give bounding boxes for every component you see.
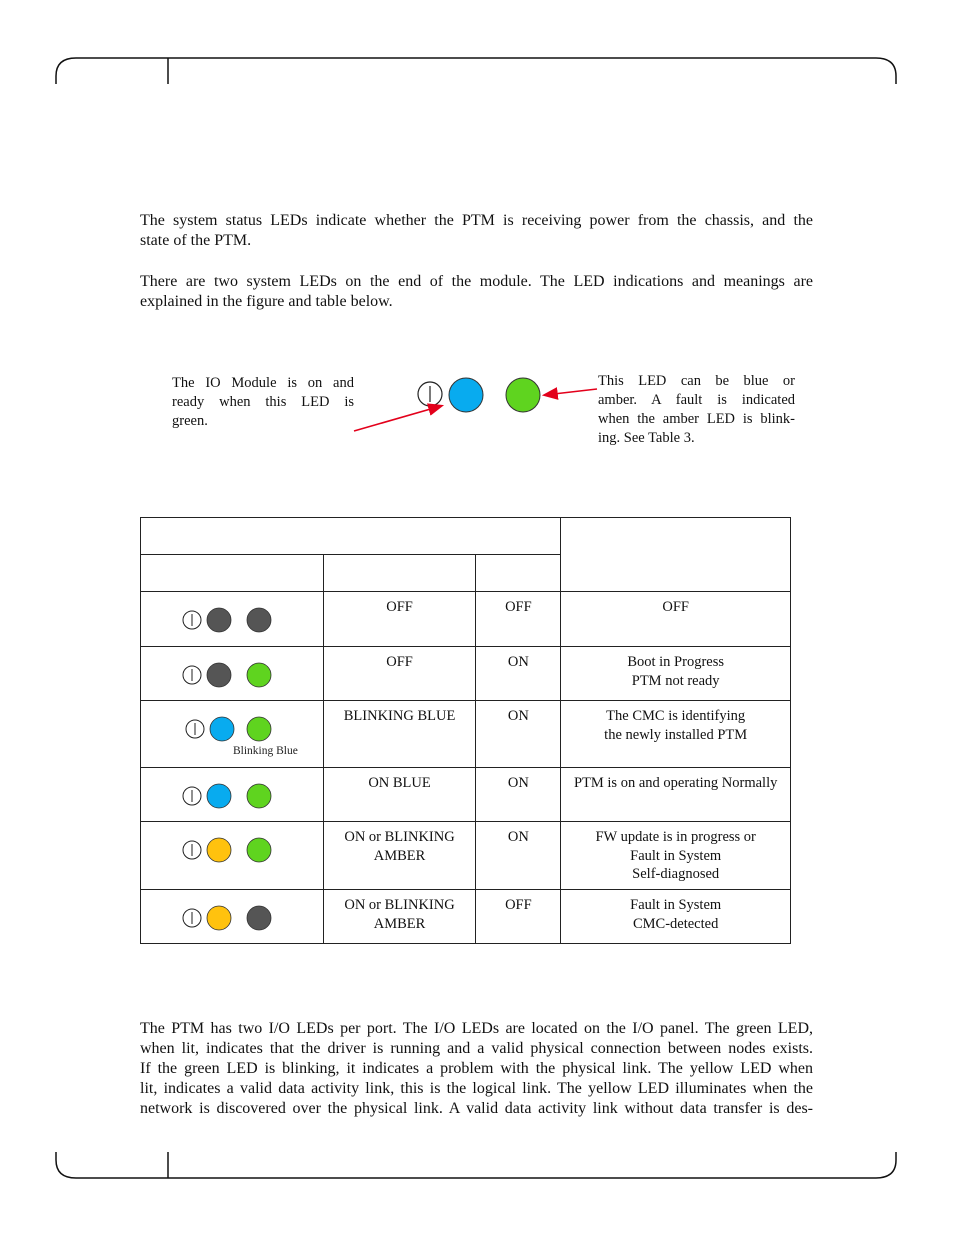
led1-state-cell [323,592,476,647]
text-line: when the amber LED is blink- [598,411,795,427]
table-row [141,890,791,944]
table-row [141,768,791,822]
text-line: when lit, indicates that the driver is running and a valid physical connection between nodes exists. [140,1040,813,1057]
meaning-cell [561,592,791,647]
table-row [141,647,791,701]
text-line: ready when this LED is [172,394,354,410]
cell-text-line: AMBER [373,847,426,864]
led-graphic [141,768,324,822]
power-icon [183,909,201,927]
led2-state-cell [476,890,561,944]
meaning-cell [561,647,791,701]
cell-text-line: ON or BLINKING [344,897,455,913]
table-header-cell [561,518,791,592]
led2-state-cell [476,701,561,768]
led-graphic-cell [141,890,324,944]
cell-text-line: Fault in System [630,897,722,913]
power-icon [183,611,201,629]
text-line: green. [172,413,208,429]
green-led-icon [247,784,271,808]
led1-state-cell [323,701,476,768]
table-header-cell [476,555,561,592]
cell-text-line: OFF [505,897,532,913]
led-graphic [141,822,324,890]
led-graphic-cell [141,701,324,768]
led-graphic-cell [141,592,324,647]
led-note: Blinking Blue [233,745,298,757]
cell-text-line: ON BLUE [368,775,431,791]
led1-state-cell [323,768,476,822]
green-led-icon [247,717,271,741]
off-led-icon [247,906,271,930]
cell-text-line: FW update is in progress or [595,829,756,845]
led-figure [0,0,954,480]
table-row [141,592,791,647]
table-row [141,822,791,890]
led-graphic [141,647,324,701]
led1-state-cell [323,890,476,944]
cell-text-line: the newly installed PTM [604,726,748,743]
blue-led-icon [207,784,231,808]
io-led-paragraph [140,1019,813,1119]
text-line: The system status LEDs indicate whether the PTM is receiving power from the chassis, and the [140,212,813,229]
cell-text-line: ON [507,654,529,670]
amber-led-icon [207,906,231,930]
text-line: explained in the figure and table below. [140,293,393,310]
power-icon [183,841,201,859]
blue-led-icon [210,717,234,741]
table-header-cell [141,555,324,592]
led2-state-cell [476,647,561,701]
led-graphic-cell [141,647,324,701]
led2-state-cell [476,592,561,647]
meaning-cell [561,701,791,768]
off-led-icon [207,608,231,632]
cell-text-line: Boot in Progress [627,654,724,670]
led-status-table [140,517,791,944]
cell-text-line: ON [507,829,529,845]
text-line: lit, indicates a valid data activity link, this is the logical link. The yellow LED illuminates when the [140,1080,813,1097]
text-line: There are two system LEDs on the end of the module. The LED indications and meanings are [140,273,813,290]
table-header-row [141,518,791,555]
off-led-icon [207,663,231,687]
table-row [141,701,791,768]
led1-state-cell [323,822,476,890]
power-icon [418,382,442,406]
text-line: state of the PTM. [140,232,252,249]
led-graphic [141,701,324,768]
text-line: network is discovered over the physical link. A valid data activity link without data transfer is des- [140,1100,813,1117]
left-arrow [354,406,441,431]
text-line: If the green LED is blinking, it indicates a problem with the physical link. The yellow LED when [140,1060,813,1077]
led-graphic [141,592,324,647]
green-led-icon [247,663,271,687]
meaning-cell [561,768,791,822]
meaning-cell [561,822,791,890]
cell-text-line: Fault in System [630,847,722,864]
cell-text-line: AMBER [373,915,426,932]
table-header-cell [323,555,476,592]
cell-text-line: ON [507,708,529,724]
amber-led-icon [207,838,231,862]
led-graphic-cell [141,768,324,822]
power-icon [183,787,201,805]
text-line: The PTM has two I/O LEDs per port. The I/O LEDs are located on the I/O panel. The green LED, [140,1020,813,1037]
cell-text-line: OFF [386,654,413,670]
meaning-cell [561,890,791,944]
off-led-icon [247,608,271,632]
power-icon [183,666,201,684]
cell-text-line: OFF [386,599,413,615]
right-arrow [545,389,597,395]
cell-text-line: PTM is on and operating Normally [573,775,778,791]
text-line: amber. A fault is indicated [598,392,795,408]
cell-text-line: OFF [662,599,689,615]
cell-text-line: ON or BLINKING [344,829,455,845]
led1-state-cell [323,647,476,701]
table-header-cell [141,518,561,555]
text-line: ing. See Table 3. [598,430,695,446]
cell-text-line: OFF [505,599,532,615]
cell-text-line: PTM not ready [631,672,720,689]
led-graphic [141,890,324,944]
led2-state-cell [476,822,561,890]
power-icon [186,720,204,738]
text-line: This LED can be blue or [598,373,795,389]
led2-state-cell [476,768,561,822]
cell-text-line: Self-diagnosed [632,866,720,882]
led-graphic-cell [141,822,324,890]
cell-text-line: The CMC is identifying [606,708,746,724]
blue-led-icon [449,378,483,412]
cell-text-line: BLINKING BLUE [343,708,456,724]
text-line: The IO Module is on and [172,375,354,391]
green-led-icon [247,838,271,862]
cell-text-line: ON [507,775,529,791]
green-led-icon [506,378,540,412]
cell-text-line: CMC-detected [632,915,719,932]
